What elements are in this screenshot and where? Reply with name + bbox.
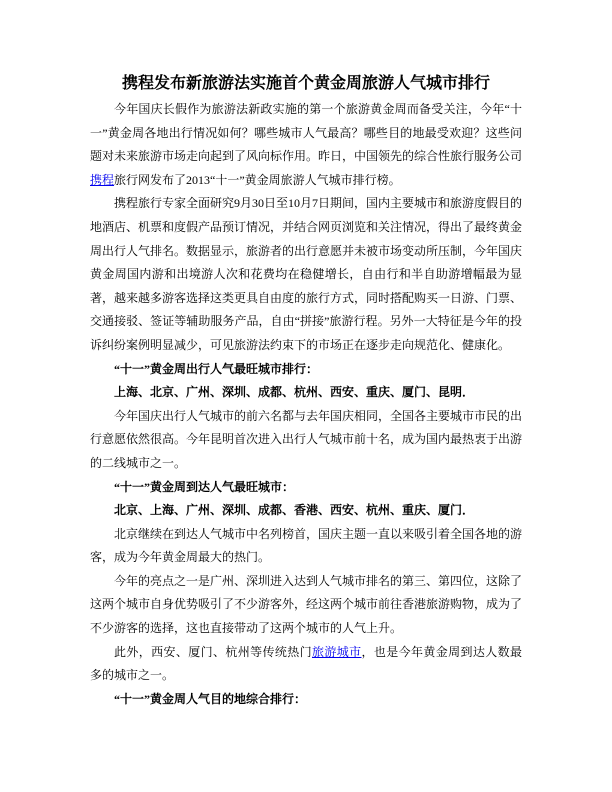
intro-text-pre: 今年国庆长假作为旅游法新政实施的第一个旅游黄金周而备受关注，今年“十一”黄金周各地出行情况如何？哪些城市人气最高？哪些目的地最受欢迎？这些问题对未来旅游市场走向起到了风向标作用。昨日，中国领先的综合性旅行服务公司	[90, 102, 523, 164]
heading-comprehensive-ranking: “十一”黄金周人气目的地综合排行：	[114, 691, 307, 706]
paragraph-research: 携程旅行专家全面研究9月30日至10月7日期间，国内主要城市和旅游度假目的地酒店、机票和度假产品预订情况，并结合网页浏览和关注情况，得出了最终黄金周出行人气排名。数据显示，旅游者的出行意愿并未被市场变动所压制，今年国庆黄金周国内游和出境游人次和花费均在稳健增长，自由行和半自助游增幅最为显著，越来越多游客选择这类更具自由度的旅行方式，同时搭配购买一日游、门票、交通接驳、签证等辅助服务产品，自由“拼接”旅游行程。另外一大特征是今年的投诉纠纷案例明显减少，可见旅游法约束下的市场正在逐步走向规范化、健康化。	[90, 196, 523, 352]
paragraph-arrival-traditional	[90, 641, 522, 688]
intro-text-post: 旅行网发布了2013“十一”黄金周旅游人气城市排行榜。	[114, 172, 401, 187]
travel-city-link[interactable]: 旅游城市	[311, 644, 362, 659]
paragraph-departure-body: 今年国庆出行人气城市的前六名都与去年国庆相同，全国各主要城市市民的出行意愿依然很高。今年昆明首次进入出行人气城市前十名，成为国内最热衷于出游的二线城市之一。	[90, 408, 523, 470]
paragraph-arrival-highlight: 今年的亮点之一是广州、深圳进入达到人气城市排名的第三、第四位，这除了这两个城市自身优势吸引了不少游客外，经这两个城市前往香港旅游购物，成为了不少游客的选择，这也直接带动了这两个城市的人气上升。	[90, 573, 523, 636]
heading-departure-ranking: “十一”黄金周出行人气最旺城市排行：	[114, 361, 319, 376]
traditional-text-pre: 此外，西安、厦门、杭州等传统热门	[114, 644, 312, 659]
heading-arrival-ranking: “十一”黄金周到达人气最旺城市：	[114, 479, 295, 494]
traditional-text-post: ，也是今年黄金周到达人数最多的城市之一。	[90, 644, 522, 683]
ctrip-link[interactable]: 携程	[90, 172, 115, 187]
departure-cities-list: 上海、北京、广州、深圳、成都、杭州、西安、重庆、厦门、昆明．	[114, 385, 475, 400]
document-title: 携程发布新旅游法实施首个黄金周旅游人气城市排行	[121, 75, 490, 92]
document-content	[90, 0, 522, 711]
arrival-cities-list: 北京、上海、广州、深圳、成都、香港、西安、杭州、重庆、厦门．	[114, 503, 475, 518]
paragraph-intro	[90, 98, 522, 192]
paragraph-arrival-beijing: 北京继续在到达人气城市中名列榜首，国庆主题一直以来吸引着全国各地的游客，成为今年黄金周最大的热门。	[90, 526, 523, 565]
